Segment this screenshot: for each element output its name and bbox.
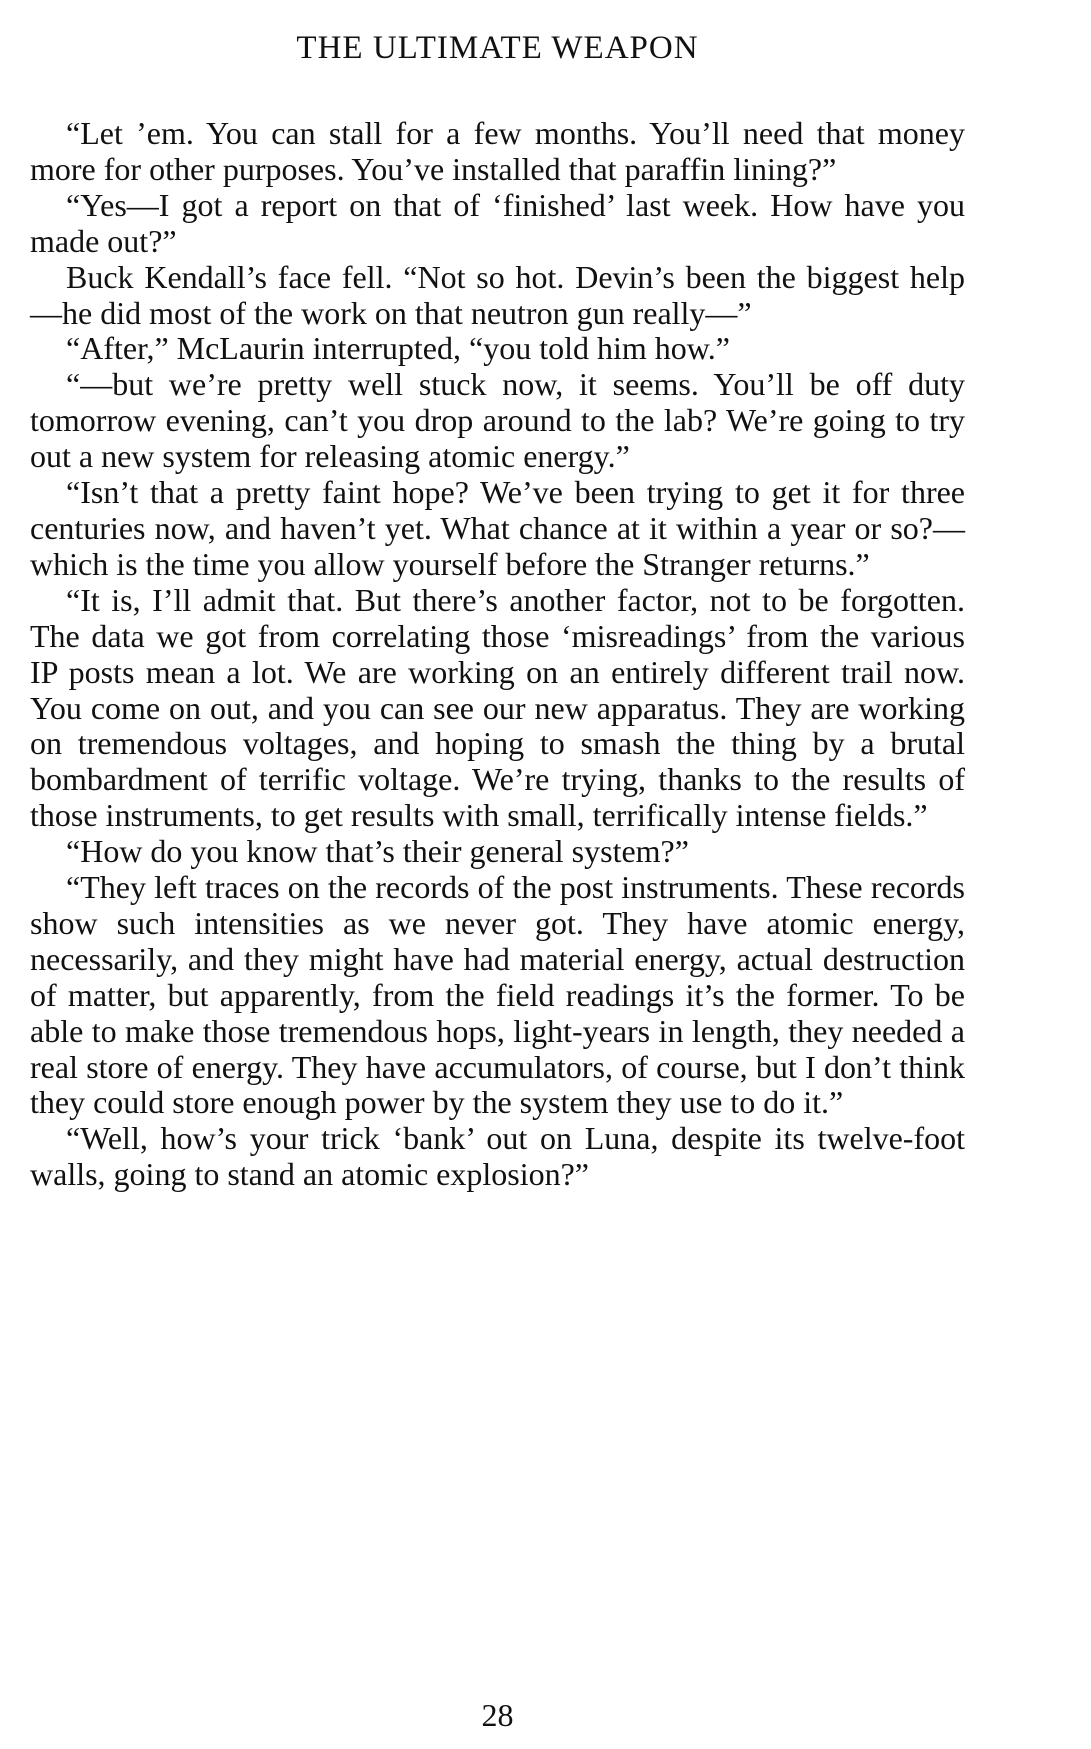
paragraph: “It is, I’ll admit that. But there’s another factor, not to be forgotten. The data we got from correlating those ‘misreadings’ from the various IP posts mean a lot. We are working on an entirely different trail now. You come on out, and you can see our new apparatus. They are working on tremendous voltages, and hoping to smash the thing by a brutal bombardment of terrific voltage. We’re trying, thanks to the results of those instruments, to get results with small, terrifically intense fields.” [30, 581, 965, 834]
paragraph: “—but we’re pretty well stuck now, it seems. You’ll be off duty tomorrow evening, can’t you drop around to the lab? We’re going to try out a new system for releasing atomic energy.” [30, 366, 965, 475]
paragraph: “Let ’em. You can stall for a few months. You’ll need that money more for other purposes. You’ve installed that paraffin lining?” [30, 115, 965, 187]
running-head: THE ULTIMATE WEAPON [296, 30, 699, 66]
paragraph: “Yes—I got a report on that of ‘finished’ last week. How have you made out?” [30, 186, 965, 259]
paragraph: Buck Kendall’s face fell. “Not so hot. Devin’s been the biggest help—he did most of the work on that neutron gun really—” [30, 258, 965, 331]
paragraph: “Well, how’s your trick ‘bank’ out on Luna, despite its twelve-foot walls, going to stand an atomic explosion?” [30, 1120, 965, 1193]
paragraph: “Isn’t that a pretty faint hope? We’ve been trying to get it for three centuries now, and haven’t yet. What chance at it within a year or so?—which is the time you allow yourself before the Stranger returns.” [30, 474, 965, 582]
page-number: 28 [481, 1697, 514, 1733]
paragraph: “They left traces on the records of the post instruments. These records show such intensities as we never got. They have atomic energy, necessarily, and they might have had material energy, actual destruction of matter, but apparently, from the field readings it’s the former. To be able to make those tremendous hops, light-years in length, they needed a real store of energy. They have accumulators, of course, but I don’t think they could store enough power by the system they use to do it.” [30, 869, 965, 1121]
paragraph: “How do you know that’s their general system?” [66, 833, 689, 870]
body-text [30, 116, 965, 1193]
book-page [30, 0, 965, 1749]
paragraph: “After,” McLaurin interrupted, “you told him how.” [66, 330, 730, 367]
